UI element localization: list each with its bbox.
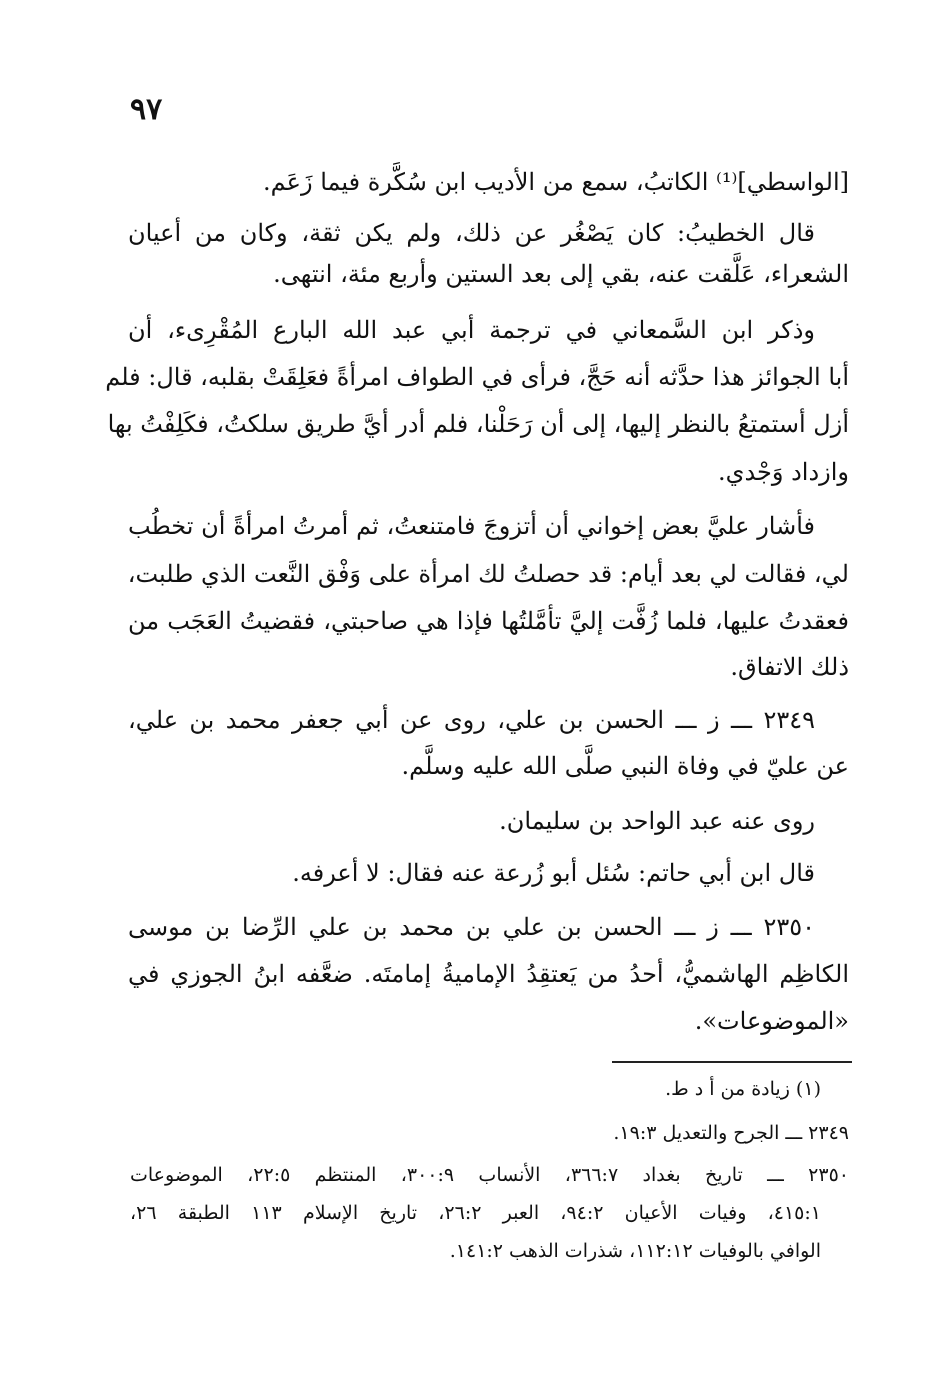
text-line: ذلك الاتفاق.: [730, 653, 849, 681]
text-line: وازداد وَجْدي.: [718, 458, 849, 486]
text-line: ٢٣٥٠ ـــ ز ـــ الحسن بن علي بن محمد بن علي الرِّضا بن موسى: [128, 913, 815, 941]
footnote-line: الوافي بالوفيات ١١٢:١٢، شذرات الذهب ١٤١:٢.: [449, 1240, 821, 1262]
footnote-separator: [612, 1061, 852, 1063]
text-line: أزل أستمتعُ بالنظر إليها، إلى أن رَحَلْنا، فلم أدر أيَّ طريق سلكتُ، فكَلِفْتُ بها: [107, 410, 849, 438]
text-line: قال الخطيبُ: كان يَصْغُر عن ذلك، ولم يكن ثقة، وكان من أعيان: [128, 219, 815, 247]
text-line: الكاظِم الهاشميُّ، أحدُ من يَعتقِدُ الإماميةُ إمامتَه. ضعَّفه ابنُ الجوزي في: [128, 960, 850, 988]
footnote-line: ٤١٥:١، وفيات الأعيان ٩٤:٢، العبر ٢٦:٢، تاريخ الإسلام ١١٣ الطبقة ٢٦،: [130, 1202, 821, 1224]
text-line: أبا الجوائز هذا حدَّثه أنه حَجَّ، فرأى في الطواف امرأةً فعَلِقَتْ بقلبه، قال: فلم: [105, 363, 849, 391]
text-line: وذكر ابن السَّمعاني في ترجمة أبي عبد الله البارع المُقْرِىء، أن: [128, 316, 816, 344]
text-line: قال ابن أبي حاتم: سُئل أبو زُرعة عنه فقال: لا أعرفه.: [292, 859, 815, 887]
text-line: [الواسطي]⁽¹⁾ الكاتبُ، سمع من الأديب ابن سُكَّرة فيما زَعَم.: [263, 168, 849, 196]
text-line: لي، فقالت لي بعد أيام: قد حصلتُ لك امرأة على وَفْق النَّعت الذي طلبت،: [127, 560, 849, 588]
text-line: فعقدتُ عليها، فلما زُفَّت إليَّ تأمَّلتُها فإذا هي صاحبتي، فقضيتُ العَجَب من: [128, 607, 849, 635]
text-line: فأشار عليَّ بعض إخواني أن أتزوجَ فامتنعتُ، ثم أمرتُ امرأةً أن تخطُب: [128, 512, 815, 540]
text-line: عن عليّ في وفاة النبي صلَّى الله عليه وسلَّم.: [401, 752, 849, 780]
text-line: الشعراء، عَلَّقت عنه، بقي إلى بعد الستين وأربع مئة، انتهى.: [273, 260, 849, 288]
text-line: روى عنه عبد الواحد بن سليمان.: [499, 807, 815, 835]
footnote-line: ٢٣٥٠ ـــ تاريخ بغداد ٣٦٦:٧، الأنساب ٣٠٠:٩، المنتظم ٢٢:٥، الموضوعات: [130, 1164, 849, 1186]
text-line: «الموضوعات».: [694, 1007, 849, 1035]
footnote-line: ٢٣٤٩ ـــ الجرح والتعديل ١٩:٣.: [613, 1122, 849, 1144]
footnote-line: (١) زيادة من أ د ط.: [665, 1078, 821, 1100]
page-number: ٩٧: [130, 92, 163, 127]
text-line: ٢٣٤٩ ـــ ز ـــ الحسن بن علي، روى عن أبي جعفر محمد بن علي،: [128, 706, 815, 734]
